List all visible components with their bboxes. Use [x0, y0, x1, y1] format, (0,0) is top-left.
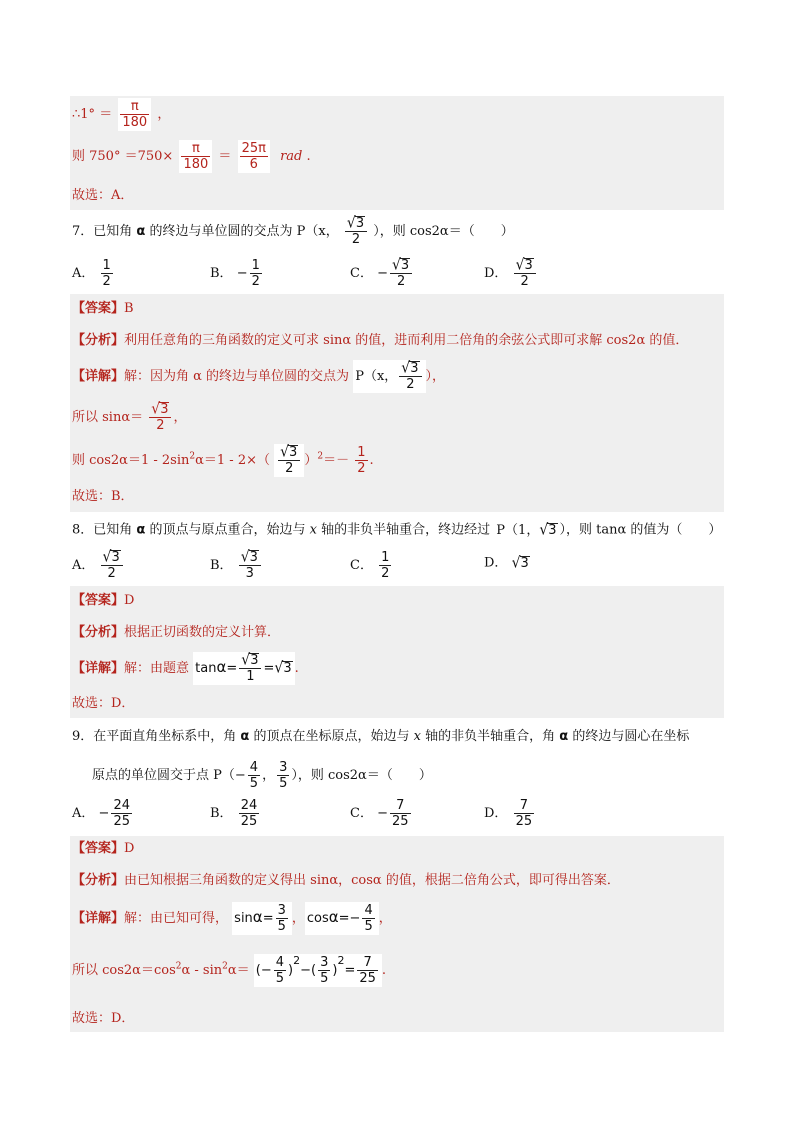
question-9-stem-line-2: 原点的单位圆交于点 P（− $\frac{4}{5}$ ， $\frac{3}{5}$ ），则 cos2α＝（ ） [92, 760, 432, 791]
question-8-stem: 8．已知角 α 的顶点与原点重合，始边与 x 轴的非负半轴重合，终边经过 P（1，√3 ），则 tanα 的值为（ ） [72, 521, 722, 539]
q8-analysis: 【分析】根据正切函数的定义计算． [72, 625, 281, 640]
q7-option-d[interactable]: D． $\frac{√3}{2}$ [484, 258, 538, 289]
q9-analysis: 【分析】由已知根据三角函数的定义得出 sinα，cosα 的值，根据二倍角公式，即可得出答案． [72, 873, 620, 888]
q9-option-c[interactable]: C． − $\frac{7}{25}$ [350, 798, 409, 829]
q7-analysis: 【分析】利用任意角的三角函数的定义可求 sinα 的值，进而利用二倍角的余弦公式即可求解 cos2α 的值． [72, 333, 689, 348]
q9-option-d[interactable]: D． $\frac{7}{25}$ [484, 798, 533, 829]
q8-option-b[interactable]: B． $\frac{√3}{3}$ [210, 550, 263, 581]
question-7-stem: 7．已知角 α 的终边与单位圆的交点为 P（x， $\frac{√3}{2}$ ），则 cos2α＝（ ） [72, 214, 514, 247]
q9-detail-line-1: 【详解】解：由已知可得， sinα= $\frac{3}{5}$ ， cosα=− $\frac{4}{5}$ ， [72, 903, 392, 934]
q7-option-a[interactable]: A． $\frac{1}{2}$ [72, 258, 111, 289]
q7-detail-line-3: 则 $\cos 2\alpha=1 - 2\sin^2\alpha=1 - 2\times$（ $\frac{√3}{2}$ ）$^2$＝－ $\frac{1}{2}$ . [72, 443, 374, 476]
solution-choose-a: 故选：A． [72, 188, 134, 203]
q7-answer: 【答案】B [72, 301, 134, 316]
q9-choose: 故选：D． [72, 1011, 135, 1026]
solution-line-2: 则 750° ＝750× $\frac{\pi}{180}$ ＝ $\frac{25\pi}{6}$ rad . [72, 141, 311, 172]
fraction-sqrt3-2: $\frac{√3}{2}$ [345, 216, 367, 247]
q9-detail-line-2: 所以 $\cos 2\alpha=\cos^2\alpha - \sin^2\alpha=$ (− $\frac{4}{5}$ )$^2$−( $\frac{3}{5}$ )$^2$= $\frac{7}{25}$ . [72, 954, 387, 986]
q9-answer: 【答案】D [72, 841, 135, 856]
fraction-pi-180: $\frac{\pi}{180}$ [179, 140, 212, 173]
q7-option-b[interactable]: B． − $\frac{1}{2}$ [210, 258, 260, 289]
q7-detail-line-2: 所以 sinα＝ $\frac{√3}{2}$ ， [72, 400, 187, 433]
q7-detail-line-1: 【详解】解：因为角 α 的终边与单位圆的交点为 P（x， $\frac{√3}{2}$ ）， [72, 359, 446, 392]
q8-option-a[interactable]: A． $\frac{√3}{2}$ [72, 550, 125, 581]
solution-line-1: ∴1° ＝ $\frac{\pi}{180}$ ， [72, 99, 171, 130]
question-9-stem-line-1: 9．在平面直角坐标系中，角 α 的顶点在坐标原点，始边与 x 轴的非负半轴重合，角 α 的终边与圆心在坐标 [72, 729, 690, 744]
q8-choose: 故选：D． [72, 696, 135, 711]
q9-option-b[interactable]: B． $\frac{24}{25}$ [210, 798, 258, 829]
q7-choose: 故选：B． [72, 489, 134, 504]
q8-option-c[interactable]: C． $\frac{1}{2}$ [350, 550, 390, 581]
q8-option-d[interactable]: D． √3 [484, 554, 529, 572]
q8-detail: 【详解】解：由题意 tanα= $\frac{√3}{1}$ =√3 . [72, 651, 299, 684]
fraction-pi-180: $\frac{\pi}{180}$ [118, 98, 151, 131]
q7-option-c[interactable]: C． − $\frac{√3}{2}$ [350, 258, 414, 289]
q9-option-a[interactable]: A． − $\frac{24}{25}$ [72, 798, 130, 829]
fraction-25pi-6: $\frac{25\pi}{6}$ [238, 140, 270, 173]
q8-answer: 【答案】D [72, 593, 135, 608]
